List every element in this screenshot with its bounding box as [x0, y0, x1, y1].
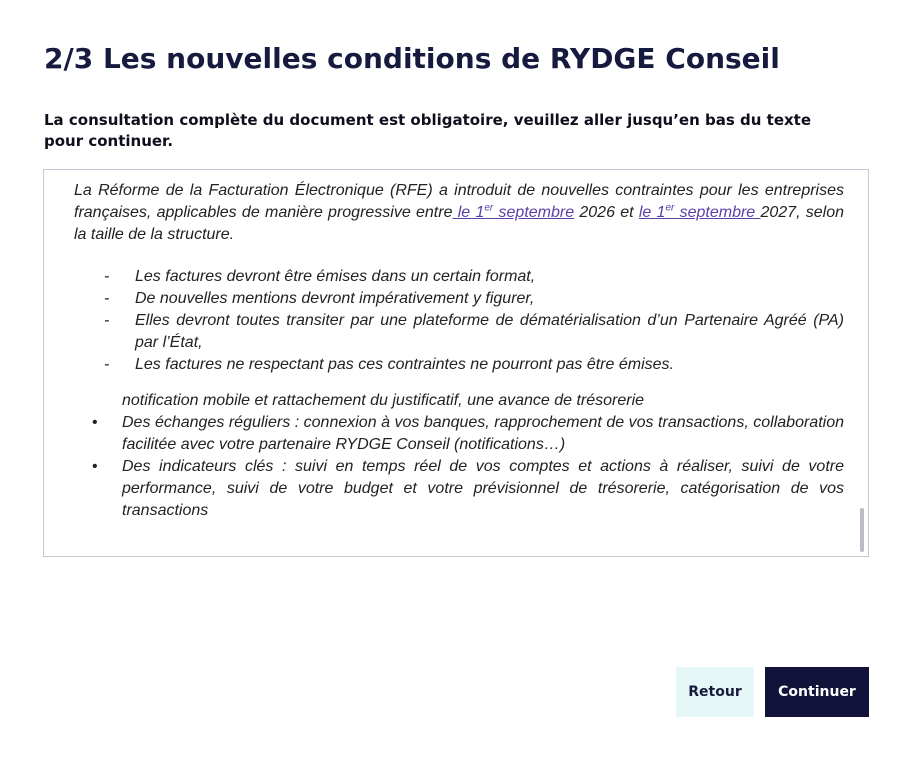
list-item: - De nouvelles mentions devront impérativement y figurer, [104, 290, 535, 307]
continue-button[interactable]: Continuer [765, 667, 869, 717]
intro-text: La Réforme de la Facturation Électronique (RFE) a introduit de nouvelles contraintes pour les entreprises françaises, applicables de manière progressive entre [74, 182, 844, 221]
instruction-text: La consultation complète du document est obligatoire, veuillez aller jusqu’en bas du texte pour continuer. [44, 111, 812, 150]
date-link-2026[interactable]: le 1er septembre [452, 202, 575, 221]
constraints-list [74, 266, 844, 376]
intro-text-between: 2026 et [574, 204, 639, 221]
intro-text-end: 2027, selon la taille de la structure. [74, 204, 845, 243]
scrollbar-thumb[interactable] [860, 508, 864, 552]
list-item: • Des échanges réguliers : connexion à vos banques, rapprochement de vos transactions, collaboration facilitée avec votre partenaire RYDGE Conseil (notifications…) [92, 414, 844, 453]
document-intro-paragraph [74, 180, 844, 246]
back-button[interactable]: Retour [676, 667, 754, 717]
document-viewer[interactable] [43, 169, 869, 557]
list-item: - Les factures devront être émises dans un certain format, [104, 268, 536, 285]
scrollbar-track[interactable] [860, 176, 864, 550]
continuation-line: notification mobile et rattachement du justificatif, une avance de trésorerie [122, 392, 645, 409]
list-item: - Elles devront toutes transiter par une plateforme de dématérialisation d’un Partenaire Agréé (PA) par l’État, [104, 312, 844, 351]
list-item: - Les factures ne respectant pas ces contraintes ne pourront pas être émises. [104, 356, 674, 373]
list-item: • Des indicateurs clés : suivi en temps réel de vos comptes et actions à réaliser, suivi de votre performance, suivi de votre budget et votre prévisionnel de trésorerie, catégorisation de vos transactions [92, 458, 844, 519]
document-content [74, 180, 844, 522]
features-list [74, 412, 844, 522]
date-link-2027[interactable]: le 1er septembre [638, 202, 761, 221]
page-title: 2/3 Les nouvelles conditions de RYDGE Conseil [44, 42, 780, 75]
